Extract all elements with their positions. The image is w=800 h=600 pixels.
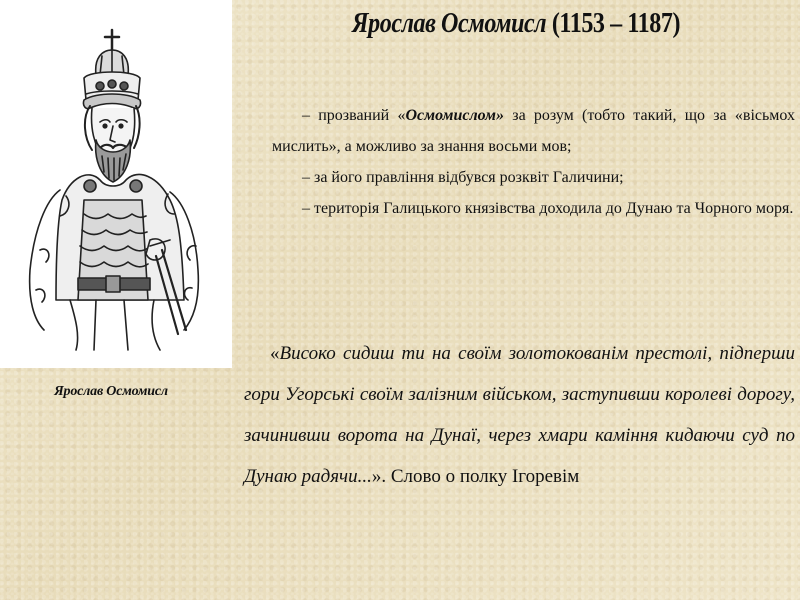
fact-item: – за його правління відбувся розквіт Галичини; <box>302 169 624 186</box>
chronicle-quote <box>244 333 795 497</box>
fact-text-before: – прозваний « <box>302 107 406 124</box>
fact-item <box>272 100 795 162</box>
fact-bold-nickname: Осмомислом» <box>405 107 505 124</box>
title-name: Ярослав Осмомисл <box>351 8 547 39</box>
slide-title <box>272 8 760 40</box>
portrait-panel <box>0 0 232 368</box>
quote-source: ». Слово о полку Ігоревім <box>371 466 580 487</box>
portrait-caption: Ярослав Осмомисл <box>54 384 168 399</box>
fact-text-after: за розум (тобто такий, що за «вісьмох мислить», а можливо за знання восьми мов; <box>272 107 796 155</box>
prince-portrait-engraving <box>0 0 232 368</box>
quote-italic-text: Високо сидиш ти на своїм золотокованім престолі, підперши гори Угорські своїм залізним військом, заступивши королеві дорогу, зачинивши ворота на Дунаї, через хмари каміння кидаючи суд по Дунаю радячи... <box>244 343 795 487</box>
facts-list <box>272 100 795 224</box>
quote-open-mark: « <box>270 343 280 364</box>
title-years: (1153 – 1187) <box>551 8 681 39</box>
fact-item: – територія Галицького князівства доходила до Дунаю та Чорного моря. <box>302 200 794 217</box>
